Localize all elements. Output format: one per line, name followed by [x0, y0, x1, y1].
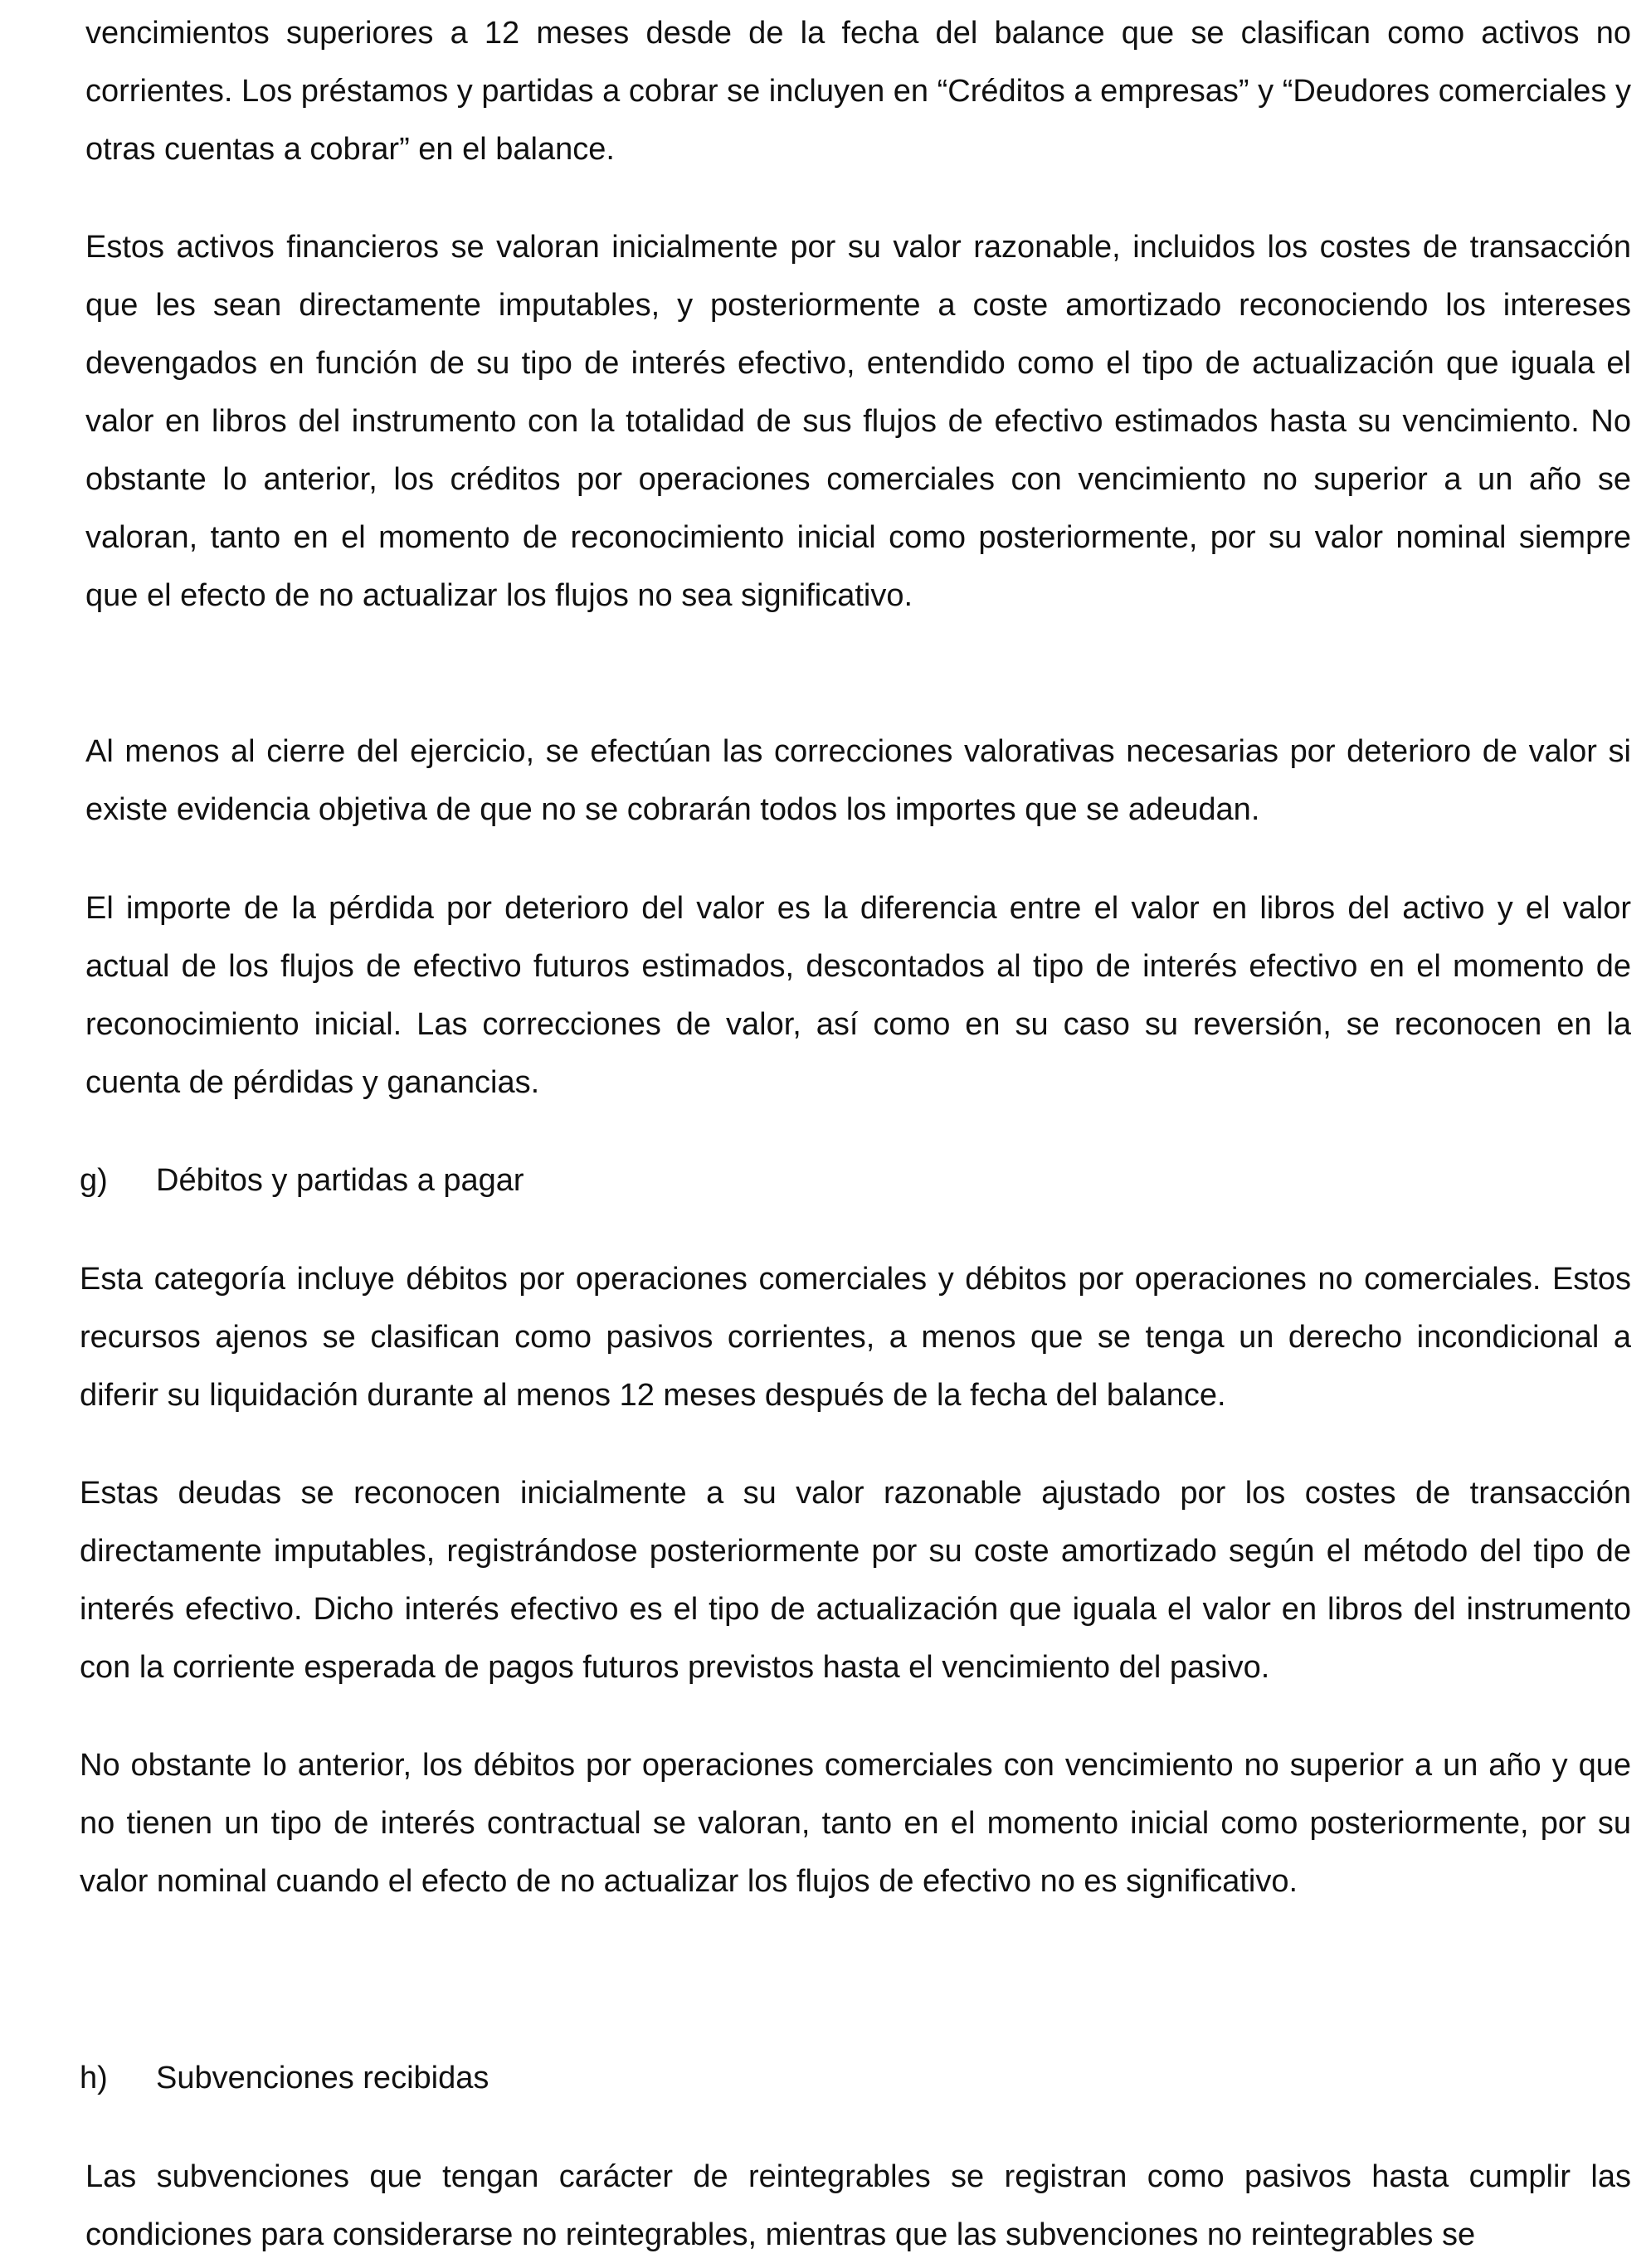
paragraph-subsidies: Las subvenciones que tengan carácter de reintegrables se registran como pasivos hasta cumplir las condiciones para considerarse no reintegrables, mientras que las subvenciones no reintegrables se: [85, 2159, 1631, 2252]
section-letter: h): [80, 2061, 108, 2095]
section-letter: g): [80, 1163, 108, 1198]
paragraph-impairment-corrections: Al menos al cierre del ejercicio, se efectúan las correcciones valorativas necesarias por deterioro de valor si existe evidencia objetiva de que no se cobrarán todos los importes que se adeudan.: [85, 734, 1631, 827]
paragraph-debits-category: Esta categoría incluye débitos por operaciones comerciales y débitos por operaciones no comerciales. Estos recursos ajenos se clasifican como pasivos corrientes, a menos que se tenga un derecho incondicional a diferir su liquidación durante al menos 12 meses después de la fecha del balance.: [80, 1262, 1631, 1413]
section-title: Subvenciones recibidas: [156, 2061, 489, 2095]
section-title: Débitos y partidas a pagar: [156, 1163, 524, 1198]
paragraph-initial-valuation: Estos activos financieros se valoran inicialmente por su valor razonable, incluidos los costes de transacción que les sean directamente imputables, y posteriormente a coste amortizado reconociendo los intereses devengados en función de su tipo de interés efectivo, entendido como el tipo de actualización que iguala el valor en libros del instrumento con la totalidad de sus flujos de efectivo estimados hasta su vencimiento. No obstante lo anterior, los créditos por operaciones comerciales con vencimiento no superior a un año se valoran, tanto en el momento de reconocimiento inicial como posteriormente, por su valor nominal siempre que el efecto de no actualizar los flujos no sea significativo.: [85, 230, 1631, 613]
paragraph-commercial-debits: No obstante lo anterior, los débitos por operaciones comerciales con vencimiento no superior a un año y que no tienen un tipo de interés contractual se valoran, tanto en el momento inicial como posteriormente, por su valor nominal cuando el efecto de no actualizar los flujos de efectivo no es significativo.: [80, 1748, 1631, 1899]
paragraph-debts-recognition: Estas deudas se reconocen inicialmente a su valor razonable ajustado por los costes de transacción directamente imputables, registrándose posteriormente por su coste amortizado según el método del tipo de interés efectivo. Dicho interés efectivo es el tipo de actualización que iguala el valor en libros del instrumento con la corriente esperada de pagos futuros previstos hasta el vencimiento del pasivo.: [80, 1476, 1631, 1685]
paragraph-loans-classification: vencimientos superiores a 12 meses desde de la fecha del balance que se clasifican como activos no corrientes. Los préstamos y partidas a cobrar se incluyen en “Créditos a empresas” y “Deudores comerciales y otras cuentas a cobrar” en el balance.: [85, 16, 1631, 167]
paragraph-impairment-loss: El importe de la pérdida por deterioro del valor es la diferencia entre el valor en libros del activo y el valor actual de los flujos de efectivo futuros estimados, descontados al tipo de interés efectivo en el momento de reconocimiento inicial. Las correcciones de valor, así como en su caso su reversión, se reconocen en la cuenta de pérdidas y ganancias.: [85, 891, 1631, 1100]
section-heading-h: [80, 2049, 489, 2107]
section-heading-g: [80, 1151, 524, 1209]
